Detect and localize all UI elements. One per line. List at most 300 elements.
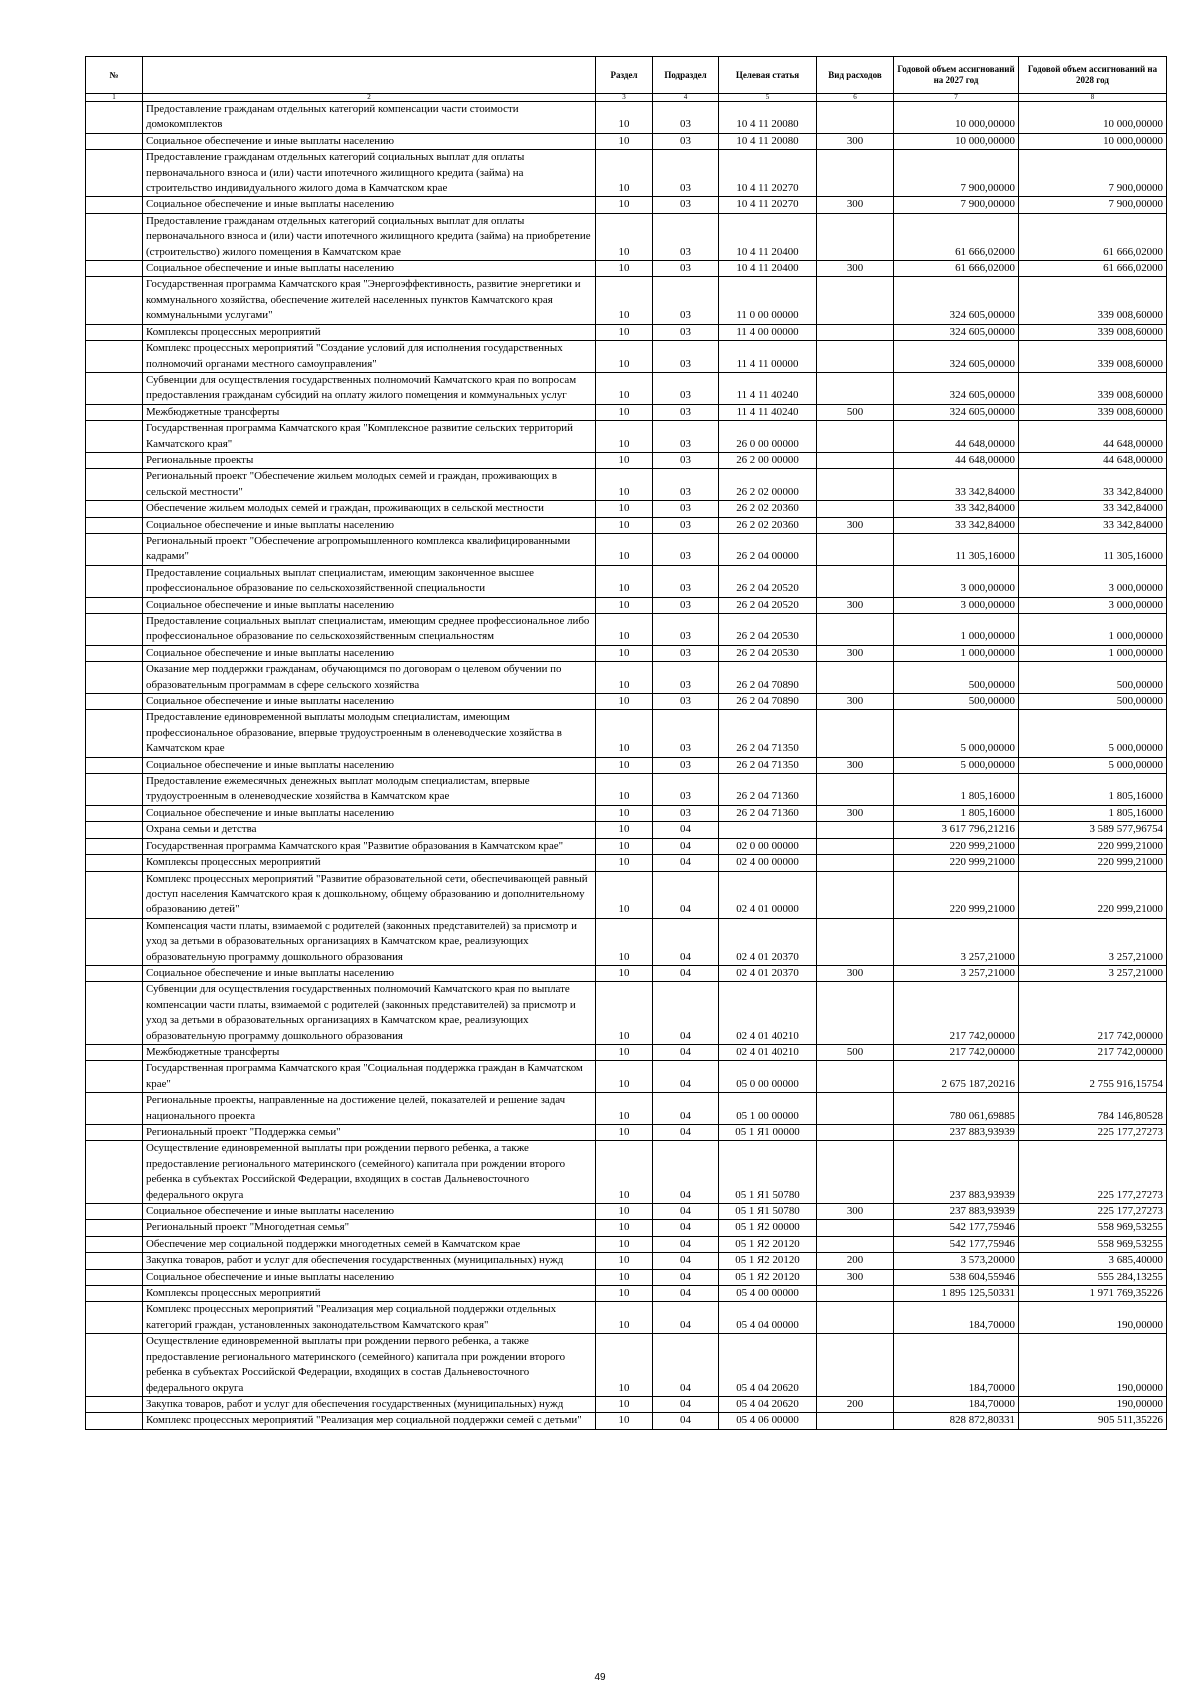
cell-subsection: 03 xyxy=(653,452,719,468)
cell-section: 10 xyxy=(596,1044,653,1060)
cell-subsection: 03 xyxy=(653,341,719,373)
cell-name: Комплекс процессных мероприятий "Реализация мер социальной поддержки семей с детьми" xyxy=(143,1413,596,1429)
cell-name: Государственная программа Камчатского края "Энергоэффективность, развитие энергетики и коммунального хозяйства, обеспечение жителей населенных пунктов Камчатского края коммунальными услугами" xyxy=(143,277,596,324)
table-row xyxy=(86,1269,1167,1285)
cell-2027: 237 883,93939 xyxy=(894,1125,1019,1141)
cell-section: 10 xyxy=(596,1204,653,1220)
cell-expense: 300 xyxy=(817,133,894,149)
cell-subsection: 04 xyxy=(653,982,719,1045)
cell-subsection: 03 xyxy=(653,277,719,324)
table-row xyxy=(86,372,1167,404)
cell-target: 05 1 Я1 50780 xyxy=(719,1204,817,1220)
cell-expense xyxy=(817,855,894,871)
table-row xyxy=(86,261,1167,277)
column-number: 3 xyxy=(596,94,653,102)
cell-2028: 44 648,00000 xyxy=(1019,421,1167,453)
cell-name: Закупка товаров, работ и услуг для обеспечения государственных (муниципальных) нужд xyxy=(143,1253,596,1269)
cell-target: 05 1 00 00000 xyxy=(719,1093,817,1125)
cell-2027: 3 257,21000 xyxy=(894,918,1019,965)
table-row xyxy=(86,645,1167,661)
cell-target: 05 0 00 00000 xyxy=(719,1061,817,1093)
cell-name: Комплекс процессных мероприятий "Создание условий для исполнения государственных полномочий органами местного самоуправления" xyxy=(143,341,596,373)
cell-target xyxy=(719,822,817,838)
cell-target: 26 2 04 71350 xyxy=(719,710,817,757)
cell-section: 10 xyxy=(596,855,653,871)
cell-subsection: 03 xyxy=(653,102,719,134)
cell-no xyxy=(86,822,143,838)
cell-expense xyxy=(817,1125,894,1141)
cell-subsection: 04 xyxy=(653,822,719,838)
cell-section: 10 xyxy=(596,517,653,533)
cell-expense xyxy=(817,102,894,134)
cell-target: 02 4 01 40210 xyxy=(719,1044,817,1060)
table-row xyxy=(86,1413,1167,1429)
cell-target: 02 4 01 20370 xyxy=(719,965,817,981)
cell-no xyxy=(86,871,143,918)
cell-section: 10 xyxy=(596,982,653,1045)
cell-target: 05 1 Я2 00000 xyxy=(719,1220,817,1236)
cell-expense xyxy=(817,341,894,373)
cell-name: Комплексы процессных мероприятий xyxy=(143,855,596,871)
cell-2027: 237 883,93939 xyxy=(894,1204,1019,1220)
table-row xyxy=(86,1302,1167,1334)
cell-section: 10 xyxy=(596,277,653,324)
cell-no xyxy=(86,1220,143,1236)
cell-2028: 339 008,60000 xyxy=(1019,324,1167,340)
cell-expense xyxy=(817,1413,894,1429)
cell-section: 10 xyxy=(596,133,653,149)
cell-name: Социальное обеспечение и иные выплаты населению xyxy=(143,517,596,533)
table-row xyxy=(86,838,1167,854)
cell-section: 10 xyxy=(596,965,653,981)
cell-subsection: 04 xyxy=(653,1061,719,1093)
cell-target: 05 1 Я2 20120 xyxy=(719,1269,817,1285)
cell-target: 05 4 04 20620 xyxy=(719,1334,817,1397)
cell-section: 10 xyxy=(596,1220,653,1236)
table-row xyxy=(86,324,1167,340)
cell-name: Региональные проекты xyxy=(143,452,596,468)
cell-no xyxy=(86,261,143,277)
cell-expense: 500 xyxy=(817,404,894,420)
cell-2028: 5 000,00000 xyxy=(1019,757,1167,773)
cell-no xyxy=(86,1061,143,1093)
cell-2027: 5 000,00000 xyxy=(894,710,1019,757)
cell-subsection: 04 xyxy=(653,1236,719,1252)
cell-2027: 7 900,00000 xyxy=(894,150,1019,197)
cell-expense: 300 xyxy=(817,597,894,613)
cell-expense xyxy=(817,662,894,694)
cell-2028: 225 177,27273 xyxy=(1019,1204,1167,1220)
cell-2028: 558 969,53255 xyxy=(1019,1220,1167,1236)
cell-2027: 324 605,00000 xyxy=(894,324,1019,340)
table-row xyxy=(86,757,1167,773)
cell-no xyxy=(86,805,143,821)
header-col-section: Раздел xyxy=(596,57,653,94)
cell-section: 10 xyxy=(596,469,653,501)
cell-section: 10 xyxy=(596,871,653,918)
cell-name: Социальное обеспечение и иные выплаты населению xyxy=(143,645,596,661)
cell-subsection: 03 xyxy=(653,710,719,757)
cell-2027: 33 342,84000 xyxy=(894,501,1019,517)
cell-name: Социальное обеспечение и иные выплаты населению xyxy=(143,1204,596,1220)
cell-subsection: 03 xyxy=(653,404,719,420)
cell-target: 10 4 11 20270 xyxy=(719,197,817,213)
cell-2027: 3 000,00000 xyxy=(894,597,1019,613)
cell-no xyxy=(86,1093,143,1125)
cell-no xyxy=(86,324,143,340)
cell-section: 10 xyxy=(596,1413,653,1429)
budget-table xyxy=(85,56,1167,1430)
cell-subsection: 03 xyxy=(653,565,719,597)
cell-section: 10 xyxy=(596,838,653,854)
cell-name: Социальное обеспечение и иные выплаты населению xyxy=(143,805,596,821)
cell-2028: 225 177,27273 xyxy=(1019,1125,1167,1141)
cell-expense xyxy=(817,614,894,646)
cell-section: 10 xyxy=(596,341,653,373)
cell-expense xyxy=(817,1334,894,1397)
header-col-2027: Годовой объем ассигнований на 2027 год xyxy=(894,57,1019,94)
cell-2028: 44 648,00000 xyxy=(1019,452,1167,468)
cell-subsection: 03 xyxy=(653,805,719,821)
table-row xyxy=(86,501,1167,517)
cell-subsection: 04 xyxy=(653,855,719,871)
cell-name: Предоставление гражданам отдельных категорий компенсации части стоимости домокомплектов xyxy=(143,102,596,134)
cell-2028: 7 900,00000 xyxy=(1019,150,1167,197)
table-row xyxy=(86,452,1167,468)
cell-2028: 33 342,84000 xyxy=(1019,501,1167,517)
cell-2027: 324 605,00000 xyxy=(894,404,1019,420)
cell-subsection: 04 xyxy=(653,1302,719,1334)
cell-name: Социальное обеспечение и иные выплаты населению xyxy=(143,757,596,773)
cell-no xyxy=(86,277,143,324)
table-row xyxy=(86,982,1167,1045)
cell-2028: 61 666,02000 xyxy=(1019,213,1167,260)
cell-target: 05 1 Я1 00000 xyxy=(719,1125,817,1141)
cell-expense xyxy=(817,1236,894,1252)
cell-subsection: 03 xyxy=(653,645,719,661)
cell-name: Предоставление гражданам отдельных категорий социальных выплат для оплаты первоначального взноса и (или) части ипотечного жилищного кредита (займа) на приобретение (строительство) жилого помещения в Камчатском крае xyxy=(143,213,596,260)
cell-expense: 300 xyxy=(817,1204,894,1220)
cell-name: Социальное обеспечение и иные выплаты населению xyxy=(143,261,596,277)
table-row xyxy=(86,855,1167,871)
cell-2027: 184,70000 xyxy=(894,1302,1019,1334)
table-row xyxy=(86,614,1167,646)
cell-name: Охрана семьи и детства xyxy=(143,822,596,838)
cell-target: 26 2 04 20530 xyxy=(719,614,817,646)
cell-2028: 3 000,00000 xyxy=(1019,597,1167,613)
cell-2027: 3 000,00000 xyxy=(894,565,1019,597)
cell-2027: 3 617 796,21216 xyxy=(894,822,1019,838)
cell-section: 10 xyxy=(596,102,653,134)
cell-2027: 33 342,84000 xyxy=(894,469,1019,501)
cell-2028: 339 008,60000 xyxy=(1019,341,1167,373)
cell-no xyxy=(86,662,143,694)
header-col-name xyxy=(143,57,596,94)
cell-name: Региональный проект "Обеспечение жильем молодых семей и граждан, проживающих в сельской местности" xyxy=(143,469,596,501)
cell-no xyxy=(86,982,143,1045)
cell-2027: 1 000,00000 xyxy=(894,614,1019,646)
cell-name: Государственная программа Камчатского края "Комплексное развитие сельских территорий Камчатского края" xyxy=(143,421,596,453)
cell-target: 02 0 00 00000 xyxy=(719,838,817,854)
cell-name: Региональный проект "Обеспечение агропромышленного комплекса квалифицированными кадрами" xyxy=(143,533,596,565)
cell-expense: 300 xyxy=(817,694,894,710)
cell-no xyxy=(86,1413,143,1429)
cell-expense xyxy=(817,324,894,340)
cell-2028: 61 666,02000 xyxy=(1019,261,1167,277)
table-row xyxy=(86,1253,1167,1269)
cell-name: Предоставление социальных выплат специалистам, имеющим законченное высшее профессиональное образование по сельскохозяйственной специальности xyxy=(143,565,596,597)
cell-subsection: 03 xyxy=(653,597,719,613)
cell-2028: 190,00000 xyxy=(1019,1396,1167,1412)
cell-expense: 300 xyxy=(817,261,894,277)
cell-no xyxy=(86,614,143,646)
cell-target: 02 4 01 40210 xyxy=(719,982,817,1045)
table-row xyxy=(86,1204,1167,1220)
cell-name: Социальное обеспечение и иные выплаты населению xyxy=(143,965,596,981)
cell-name: Социальное обеспечение и иные выплаты населению xyxy=(143,133,596,149)
cell-target: 11 4 00 00000 xyxy=(719,324,817,340)
column-number: 5 xyxy=(719,94,817,102)
cell-no xyxy=(86,1125,143,1141)
cell-name: Социальное обеспечение и иные выплаты населению xyxy=(143,597,596,613)
cell-2027: 324 605,00000 xyxy=(894,277,1019,324)
cell-name: Предоставление социальных выплат специалистам, имеющим среднее профессиональное либо профессиональное образование по сельскохозяйственным специальностям xyxy=(143,614,596,646)
cell-no xyxy=(86,1334,143,1397)
cell-subsection: 04 xyxy=(653,1204,719,1220)
table-body xyxy=(86,102,1167,1430)
cell-subsection: 03 xyxy=(653,614,719,646)
cell-no xyxy=(86,565,143,597)
cell-target: 05 4 06 00000 xyxy=(719,1413,817,1429)
cell-section: 10 xyxy=(596,565,653,597)
cell-no xyxy=(86,597,143,613)
cell-no xyxy=(86,421,143,453)
cell-section: 10 xyxy=(596,404,653,420)
cell-expense xyxy=(817,982,894,1045)
table-row xyxy=(86,918,1167,965)
cell-2028: 11 305,16000 xyxy=(1019,533,1167,565)
table-row xyxy=(86,197,1167,213)
cell-subsection: 03 xyxy=(653,197,719,213)
cell-2027: 1 805,16000 xyxy=(894,805,1019,821)
cell-expense: 300 xyxy=(817,645,894,661)
column-number: 8 xyxy=(1019,94,1167,102)
cell-expense xyxy=(817,1061,894,1093)
cell-target: 05 4 00 00000 xyxy=(719,1286,817,1302)
cell-section: 10 xyxy=(596,918,653,965)
table-row xyxy=(86,822,1167,838)
cell-no xyxy=(86,1396,143,1412)
cell-2027: 1 000,00000 xyxy=(894,645,1019,661)
cell-section: 10 xyxy=(596,1236,653,1252)
cell-2027: 2 675 187,20216 xyxy=(894,1061,1019,1093)
cell-target: 26 2 04 70890 xyxy=(719,662,817,694)
cell-2027: 33 342,84000 xyxy=(894,517,1019,533)
cell-target: 26 2 04 71360 xyxy=(719,774,817,806)
cell-target: 02 4 01 20370 xyxy=(719,918,817,965)
cell-name: Субвенции для осуществления государственных полномочий Камчатского края по вопросам предоставления гражданам субсидий на оплату жилого помещения и коммунальных услуг xyxy=(143,372,596,404)
cell-subsection: 03 xyxy=(653,324,719,340)
cell-expense xyxy=(817,372,894,404)
cell-name: Региональные проекты, направленные на достижение целей, показателей и решение задач национального проекта xyxy=(143,1093,596,1125)
cell-target: 05 4 04 00000 xyxy=(719,1302,817,1334)
header-col-subsection: Подраздел xyxy=(653,57,719,94)
cell-target: 26 2 02 20360 xyxy=(719,517,817,533)
cell-expense xyxy=(817,421,894,453)
cell-expense xyxy=(817,838,894,854)
cell-subsection: 04 xyxy=(653,1396,719,1412)
column-number: 1 xyxy=(86,94,143,102)
cell-name: Комплексы процессных мероприятий xyxy=(143,1286,596,1302)
column-number: 2 xyxy=(143,94,596,102)
cell-2028: 3 257,21000 xyxy=(1019,965,1167,981)
cell-2028: 2 755 916,15754 xyxy=(1019,1061,1167,1093)
cell-name: Социальное обеспечение и иные выплаты населению xyxy=(143,1269,596,1285)
cell-target: 02 4 01 00000 xyxy=(719,871,817,918)
cell-2027: 3 257,21000 xyxy=(894,965,1019,981)
table-row xyxy=(86,774,1167,806)
cell-subsection: 03 xyxy=(653,133,719,149)
cell-2028: 339 008,60000 xyxy=(1019,277,1167,324)
header-col-expense: Вид расходов xyxy=(817,57,894,94)
cell-target: 02 4 00 00000 xyxy=(719,855,817,871)
cell-section: 10 xyxy=(596,1334,653,1397)
cell-subsection: 04 xyxy=(653,871,719,918)
cell-expense xyxy=(817,710,894,757)
header-row xyxy=(86,57,1167,94)
table-row xyxy=(86,694,1167,710)
cell-target: 26 2 04 70890 xyxy=(719,694,817,710)
cell-subsection: 03 xyxy=(653,421,719,453)
cell-name: Обеспечение мер социальной поддержки многодетных семей в Камчатском крае xyxy=(143,1236,596,1252)
cell-2028: 220 999,21000 xyxy=(1019,871,1167,918)
table-row xyxy=(86,341,1167,373)
cell-2027: 217 742,00000 xyxy=(894,1044,1019,1060)
cell-2028: 5 000,00000 xyxy=(1019,710,1167,757)
cell-no xyxy=(86,150,143,197)
cell-expense: 300 xyxy=(817,757,894,773)
table-row xyxy=(86,710,1167,757)
cell-subsection: 04 xyxy=(653,1093,719,1125)
table-row xyxy=(86,1141,1167,1204)
cell-section: 10 xyxy=(596,213,653,260)
cell-target: 26 2 04 20520 xyxy=(719,597,817,613)
cell-subsection: 04 xyxy=(653,1125,719,1141)
column-number: 7 xyxy=(894,94,1019,102)
cell-no xyxy=(86,694,143,710)
cell-2028: 10 000,00000 xyxy=(1019,133,1167,149)
cell-name: Региональный проект "Поддержка семьи" xyxy=(143,1125,596,1141)
cell-2027: 542 177,75946 xyxy=(894,1236,1019,1252)
table-row xyxy=(86,1236,1167,1252)
cell-no xyxy=(86,1302,143,1334)
cell-2027: 3 573,20000 xyxy=(894,1253,1019,1269)
cell-expense: 300 xyxy=(817,805,894,821)
cell-subsection: 03 xyxy=(653,150,719,197)
cell-expense xyxy=(817,1220,894,1236)
cell-2028: 1 000,00000 xyxy=(1019,614,1167,646)
cell-2028: 33 342,84000 xyxy=(1019,469,1167,501)
cell-2027: 500,00000 xyxy=(894,694,1019,710)
cell-subsection: 04 xyxy=(653,965,719,981)
cell-2027: 10 000,00000 xyxy=(894,133,1019,149)
cell-subsection: 03 xyxy=(653,757,719,773)
cell-2028: 1 971 769,35226 xyxy=(1019,1286,1167,1302)
cell-target: 10 4 11 20080 xyxy=(719,133,817,149)
table-row xyxy=(86,421,1167,453)
cell-section: 10 xyxy=(596,822,653,838)
budget-table-sheet xyxy=(85,56,1166,1430)
cell-no xyxy=(86,452,143,468)
table-row xyxy=(86,1044,1167,1060)
cell-expense xyxy=(817,533,894,565)
cell-target: 05 1 Я2 20120 xyxy=(719,1236,817,1252)
cell-expense xyxy=(817,501,894,517)
cell-section: 10 xyxy=(596,1302,653,1334)
cell-expense xyxy=(817,871,894,918)
column-number: 4 xyxy=(653,94,719,102)
cell-section: 10 xyxy=(596,1253,653,1269)
cell-2028: 3 685,40000 xyxy=(1019,1253,1167,1269)
cell-section: 10 xyxy=(596,1396,653,1412)
cell-section: 10 xyxy=(596,1125,653,1141)
cell-target: 26 2 04 71360 xyxy=(719,805,817,821)
cell-2028: 3 589 577,96754 xyxy=(1019,822,1167,838)
table-row xyxy=(86,805,1167,821)
cell-no xyxy=(86,710,143,757)
cell-2028: 7 900,00000 xyxy=(1019,197,1167,213)
cell-2027: 1 805,16000 xyxy=(894,774,1019,806)
table-row xyxy=(86,102,1167,134)
column-number: 6 xyxy=(817,94,894,102)
cell-section: 10 xyxy=(596,774,653,806)
table-row xyxy=(86,597,1167,613)
cell-target: 10 4 11 20400 xyxy=(719,213,817,260)
cell-section: 10 xyxy=(596,1286,653,1302)
cell-expense xyxy=(817,150,894,197)
cell-expense xyxy=(817,822,894,838)
cell-no xyxy=(86,469,143,501)
cell-no xyxy=(86,1269,143,1285)
cell-2027: 220 999,21000 xyxy=(894,871,1019,918)
cell-2028: 1 805,16000 xyxy=(1019,774,1167,806)
cell-section: 10 xyxy=(596,421,653,453)
cell-expense: 300 xyxy=(817,517,894,533)
cell-subsection: 04 xyxy=(653,1044,719,1060)
cell-subsection: 04 xyxy=(653,838,719,854)
cell-subsection: 04 xyxy=(653,1286,719,1302)
cell-no xyxy=(86,341,143,373)
cell-no xyxy=(86,102,143,134)
cell-no xyxy=(86,757,143,773)
cell-section: 10 xyxy=(596,694,653,710)
cell-target: 26 2 04 71350 xyxy=(719,757,817,773)
cell-target: 26 2 02 00000 xyxy=(719,469,817,501)
cell-name: Компенсация части платы, взимаемой с родителей (законных представителей) за присмотр и уход за детьми в образовательных организациях в Камчатском крае, реализующих образовательную программу дошкольного образования xyxy=(143,918,596,965)
cell-target: 05 4 04 20620 xyxy=(719,1396,817,1412)
cell-section: 10 xyxy=(596,1269,653,1285)
table-row xyxy=(86,1093,1167,1125)
cell-2027: 500,00000 xyxy=(894,662,1019,694)
cell-target: 26 2 04 00000 xyxy=(719,533,817,565)
cell-expense xyxy=(817,1141,894,1204)
table-row xyxy=(86,565,1167,597)
cell-no xyxy=(86,918,143,965)
cell-name: Обеспечение жильем молодых семей и граждан, проживающих в сельской местности xyxy=(143,501,596,517)
cell-2027: 324 605,00000 xyxy=(894,341,1019,373)
cell-2027: 44 648,00000 xyxy=(894,421,1019,453)
cell-section: 10 xyxy=(596,757,653,773)
